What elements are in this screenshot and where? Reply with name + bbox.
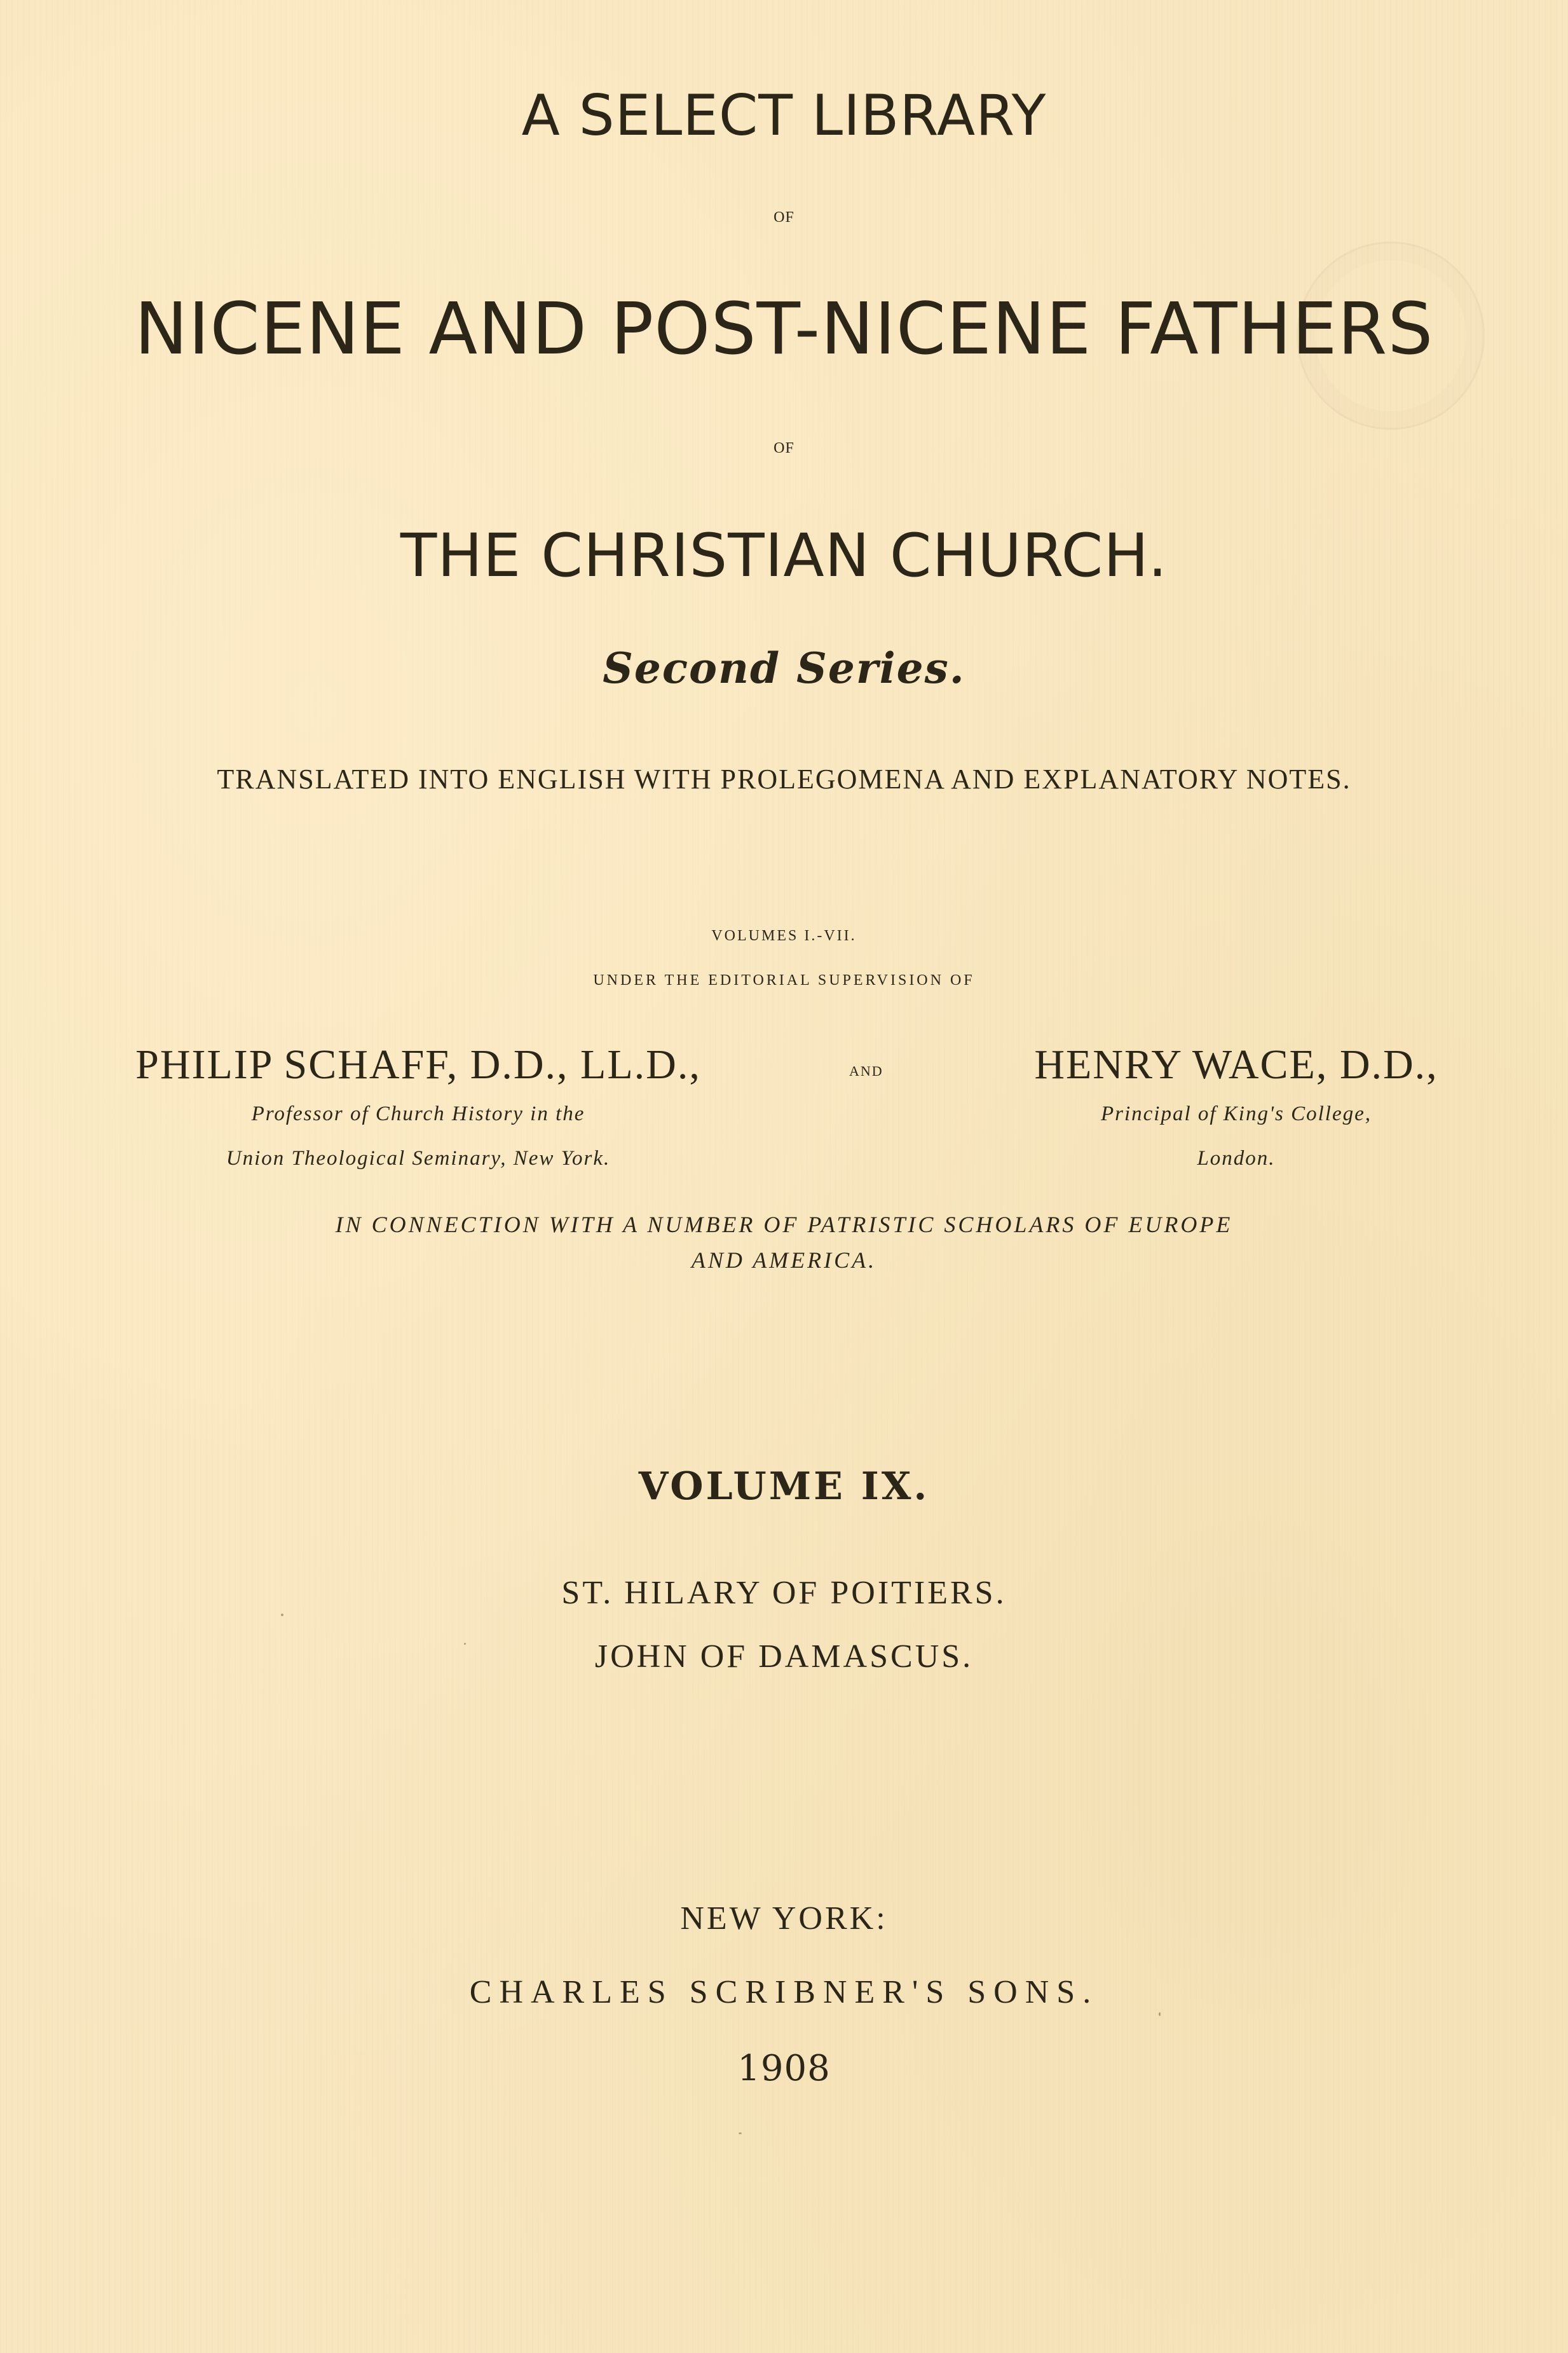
title-of-2: OF <box>774 440 794 456</box>
editor-right-affiliation-2: London. <box>1197 1147 1276 1170</box>
paper-speck <box>281 1614 283 1616</box>
editor-left-affiliation-1: Professor of Church History in the <box>251 1102 585 1125</box>
paper-speck <box>464 1643 466 1645</box>
connection-line-2: AND AMERICA. <box>691 1247 877 1273</box>
title-line-3: THE CHRISTIAN CHURCH. <box>400 521 1168 591</box>
volume-author-2: JOHN OF DAMASCUS. <box>594 1638 974 1675</box>
connection-line-1: IN CONNECTION WITH A NUMBER OF PATRISTIC SCHOLARS OF EUROPE <box>335 1212 1233 1237</box>
editor-right-name: HENRY WACE, D.D., <box>1034 1041 1438 1088</box>
title-line-2: NICENE AND POST-NICENE FATHERS <box>134 288 1434 371</box>
volume-author-1: ST. HILARY OF POITIERS. <box>561 1575 1007 1611</box>
editor-left <box>81 1041 755 1170</box>
editor-right <box>992 1041 1481 1170</box>
imprint-year: 1908 <box>737 2048 831 2089</box>
editor-left-name: PHILIP SCHAFF, D.D., LL.D., <box>135 1041 701 1088</box>
subtitle: TRANSLATED INTO ENGLISH WITH PROLEGOMENA AND EXPLANATORY NOTES. <box>217 764 1351 795</box>
imprint-publisher: CHARLES SCRIBNER'S SONS. <box>469 1974 1099 2010</box>
paper-speck <box>1159 2012 1161 2016</box>
imprint-place: NEW YORK: <box>680 1900 888 1937</box>
volumes-range: VOLUMES I.-VII. <box>711 928 857 944</box>
editors-conjunction: AND <box>849 1063 883 1079</box>
editorial-note: UNDER THE EDITORIAL SUPERVISION OF <box>593 972 975 989</box>
title-of-1: OF <box>774 209 794 226</box>
paper-speck <box>739 2132 742 2134</box>
volume-label: VOLUME IX. <box>638 1464 930 1509</box>
series-label: Second Series. <box>603 643 965 693</box>
title-line-1: A SELECT LIBRARY <box>521 83 1047 148</box>
editor-left-affiliation-2: Union Theological Seminary, New York. <box>226 1147 611 1170</box>
editor-right-affiliation-1: Principal of King's College, <box>1100 1102 1372 1125</box>
